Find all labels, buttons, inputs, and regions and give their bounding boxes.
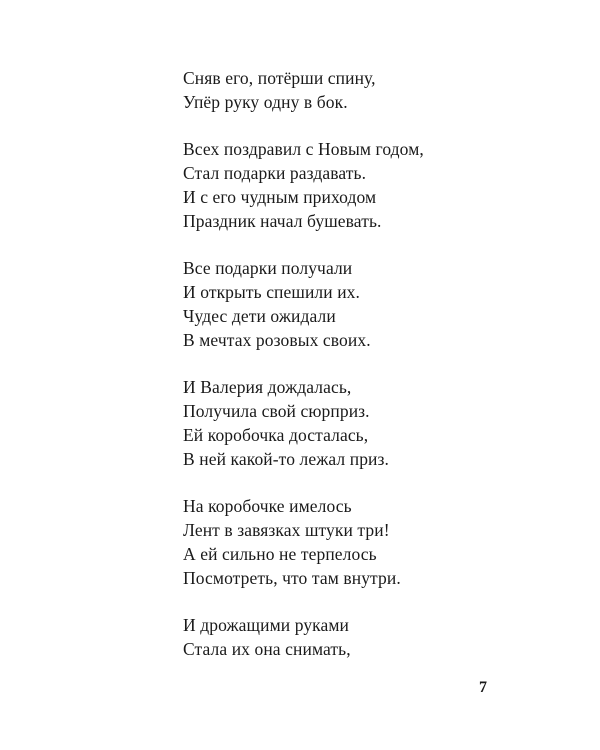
poem-line: Получила свой сюрприз.	[183, 401, 370, 421]
poem-line: Лент в завязках штуки три!	[183, 520, 390, 540]
poem-line: Ей коробочка досталась,	[183, 425, 369, 445]
poem-line: И дрожащими руками	[183, 615, 350, 635]
poem-line: Сняв его, потёрши спину,	[183, 68, 376, 88]
poem-line: В ней какой-то лежал приз.	[183, 449, 390, 469]
poem-line: Все подарки получали	[183, 258, 353, 278]
poem-line: А ей сильно не терпелось	[183, 544, 377, 564]
stanza-3	[183, 256, 563, 352]
stanza-6	[183, 613, 563, 661]
poem-line: Стал подарки раздавать.	[183, 163, 367, 183]
poem-line: Всех поздравил с Новым годом,	[183, 139, 424, 159]
poem-line: И Валерия дождалась,	[183, 377, 352, 397]
poem-line: Посмотреть, что там внутри.	[183, 568, 401, 588]
poem-line: В мечтах розовых своих.	[183, 330, 371, 350]
page-number: 7	[479, 679, 487, 696]
poem-line: На коробочке имелось	[183, 496, 352, 516]
stanza-1	[183, 66, 563, 114]
poem-text	[183, 66, 563, 684]
poem-line: Праздник начал бушевать.	[183, 211, 382, 231]
poem-line: И открыть спешили их.	[183, 282, 360, 302]
poem-line: Упёр руку одну в бок.	[183, 92, 348, 112]
poem-line: Стала их она снимать,	[183, 639, 351, 659]
poem-line: Чудес дети ожидали	[183, 306, 336, 326]
stanza-5	[183, 494, 563, 590]
poem-line: И с его чудным приходом	[183, 187, 377, 207]
stanza-2	[183, 137, 563, 233]
stanza-4	[183, 375, 563, 471]
